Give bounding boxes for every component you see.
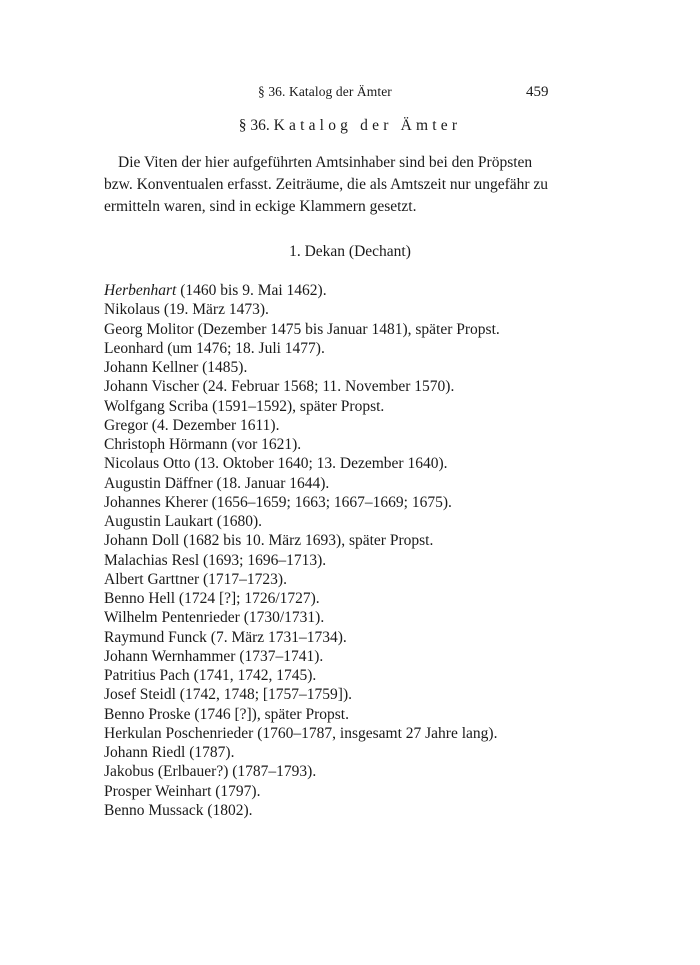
list-item: [104, 782, 584, 801]
officeholder-name: Albert Garttner: [104, 570, 200, 588]
officeholder-name: Johann Wernhammer: [104, 647, 236, 665]
officeholder-name: Johannes Kherer: [104, 493, 208, 511]
list-item: [104, 416, 584, 435]
officeholder-name: Wolfgang Scriba: [104, 397, 209, 415]
officeholder-tenure: (13. Oktober 1640; 13. Dezember 1640).: [190, 455, 448, 473]
officeholder-tenure: (18. Januar 1644).: [212, 474, 330, 492]
list-item: [104, 531, 584, 550]
officeholder-tenure: (7. März 1731–1734).: [206, 628, 347, 646]
officeholder-tenure: (4. Dezember 1611).: [147, 416, 280, 434]
officeholder-tenure: (1737–1741).: [235, 647, 324, 665]
officeholder-tenure: (1682 bis 10. März 1693), später Propst.: [179, 532, 434, 550]
officeholder-name: Benno Proske: [104, 705, 191, 723]
list-item: [104, 377, 584, 396]
list-item: [104, 724, 584, 743]
officeholder-tenure: (vor 1621).: [227, 436, 302, 453]
section-title: Katalog der Ämter: [273, 117, 462, 134]
officeholder-tenure: (1693; 1696–1713).: [199, 551, 327, 569]
list-item: [104, 801, 584, 820]
section-heading: [0, 117, 700, 135]
officeholder-tenure: (1742, 1748; [1757–1759]).: [175, 686, 352, 704]
officeholder-tenure: (1741, 1742, 1745).: [189, 667, 317, 684]
officeholder-name: Josef Steidl: [104, 686, 176, 704]
officeholder-name: Johann Kellner: [104, 359, 199, 376]
officeholder-tenure: (1460 bis 9. Mai 1462).: [176, 282, 327, 299]
officeholder-name: Nicolaus Otto: [104, 455, 191, 473]
officeholder-name: Augustin Laukart: [104, 513, 213, 530]
officeholder-name: Georg Molitor: [104, 320, 194, 338]
list-item: [104, 551, 584, 570]
running-head-title: § 36. Katalog der Ämter: [258, 84, 392, 99]
officeholder-tenure: (Dezember 1475 bis Januar 1481), später Propst.: [193, 320, 500, 338]
intro-paragraph: Die Viten der hier aufgeführten Amtsinhaber sind bei den Pröpsten bzw. Konventualen erfasst. Zeiträume, die als Amtszeit nur ungefähr zu ermitteln waren, sind in eckige Klammern gesetzt.: [104, 154, 549, 215]
list-item: [104, 474, 584, 493]
officeholder-name: Wilhelm Pentenrieder: [104, 609, 240, 627]
officeholder-name: Benno Mussack: [104, 801, 204, 819]
officeholder-tenure: (1802).: [203, 801, 253, 819]
officeholder-name: Prosper Weinhart: [104, 782, 212, 800]
list-item: [104, 628, 584, 647]
list-item: [104, 589, 584, 608]
list-item: [104, 705, 584, 724]
officeholder-name: Leonhard: [104, 339, 164, 357]
page-number: 459: [526, 84, 549, 100]
subsection-title: 1. Dekan (Dechant): [289, 243, 411, 260]
officeholder-tenure: (1656–1659; 1663; 1667–1669; 1675).: [207, 493, 452, 511]
officeholder-tenure: (1724 [?]; 1726/1727).: [175, 590, 320, 607]
officeholder-tenure: (24. Februar 1568; 11. November 1570).: [198, 378, 455, 396]
list-item: [104, 454, 584, 473]
list-item: [104, 281, 584, 300]
officeholder-name: Malachias Resl: [104, 551, 200, 569]
officeholder-tenure: (1787).: [185, 744, 235, 761]
officeholder-tenure: (1797).: [211, 782, 261, 800]
list-item: [104, 358, 584, 377]
officeholder-name: Nikolaus: [104, 301, 160, 319]
officeholder-name: Johann Riedl: [104, 744, 186, 761]
list-item: [104, 300, 584, 319]
officeholder-name: Raymund Funck: [104, 628, 207, 646]
officeholder-name: Herkulan Poschenrieder: [104, 724, 254, 742]
list-item: [104, 435, 584, 454]
officeholder-name: Gregor: [104, 416, 148, 434]
list-item: [104, 512, 584, 531]
list-item: [104, 397, 584, 416]
officeholder-tenure: (1746 [?]), später Propst.: [190, 705, 349, 723]
list-item: [104, 743, 584, 762]
list-item: [104, 339, 584, 358]
officeholder-tenure: (1730/1731).: [239, 609, 325, 627]
officeholder-name: Herbenhart: [104, 282, 177, 299]
list-item: [104, 685, 584, 704]
running-head: [0, 84, 700, 106]
officeholder-list: [104, 281, 584, 820]
officeholder-name: Patritius Pach: [104, 667, 190, 684]
list-item: [104, 762, 584, 781]
list-item: [104, 493, 584, 512]
officeholder-name: Christoph Hörmann: [104, 436, 228, 453]
list-item: [104, 320, 584, 339]
officeholder-name: Jakobus (Erlbauer?): [104, 763, 229, 781]
officeholder-name: Johann Doll: [104, 532, 180, 550]
officeholder-name: Benno Hell: [104, 590, 176, 607]
list-item: [104, 570, 584, 589]
officeholder-tenure: (1717–1723).: [199, 570, 287, 588]
officeholder-tenure: (1760–1787, insgesamt 27 Jahre lang).: [253, 724, 498, 742]
officeholder-tenure: (1591–1592), später Propst.: [208, 397, 385, 415]
officeholder-tenure: (1787–1793).: [228, 763, 317, 781]
officeholder-name: Johann Vischer: [104, 378, 199, 396]
section-number: § 36.: [238, 117, 270, 134]
list-item: [104, 666, 584, 685]
list-item: [104, 608, 584, 627]
officeholder-tenure: (1485).: [198, 359, 248, 376]
officeholder-tenure: (1680).: [212, 513, 262, 530]
officeholder-tenure: (um 1476; 18. Juli 1477).: [163, 339, 325, 357]
list-item: [104, 647, 584, 666]
officeholder-name: Augustin Däffner: [104, 474, 213, 492]
officeholder-tenure: (19. März 1473).: [159, 301, 269, 319]
